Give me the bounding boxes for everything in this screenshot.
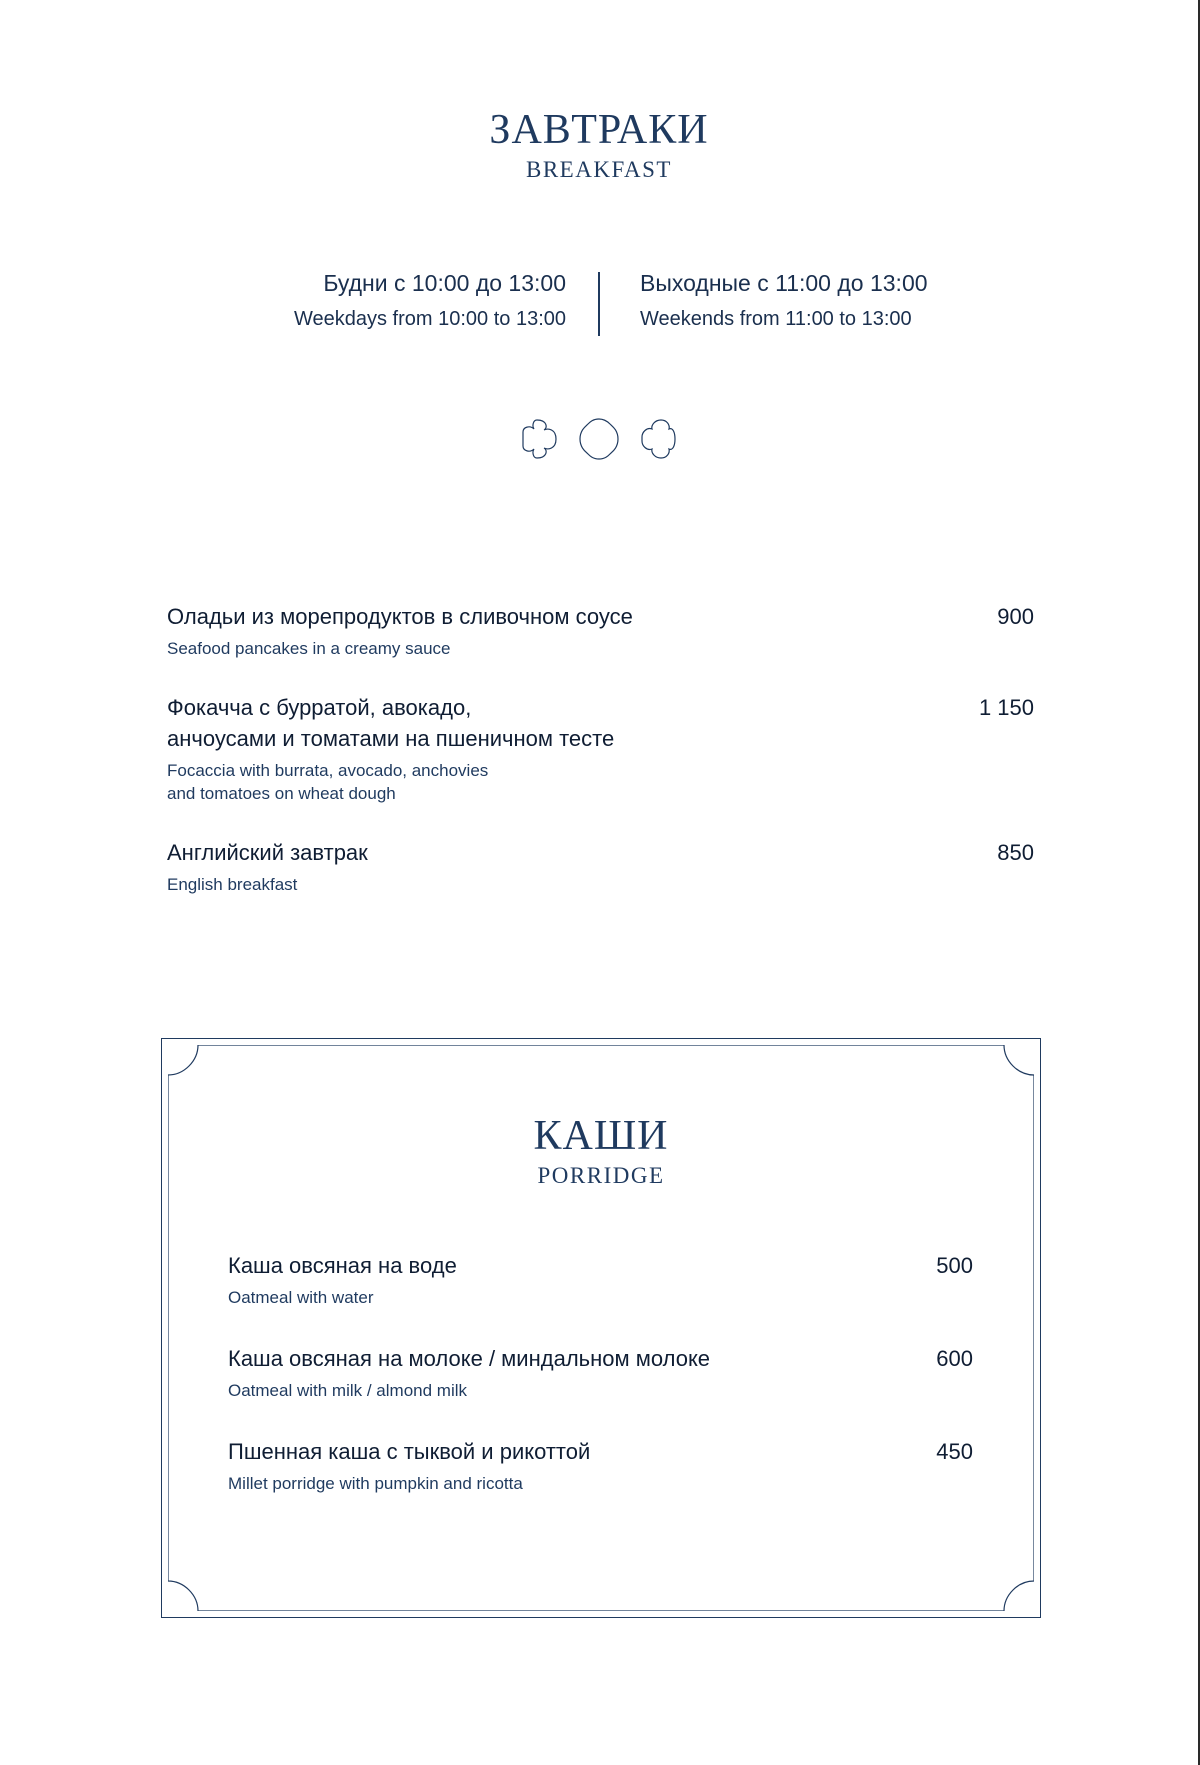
item-name-ru: Английский завтрак <box>167 840 368 865</box>
menu-item <box>228 1250 973 1309</box>
weekend-hours-ru: Выходные с 11:00 до 13:00 <box>640 270 928 296</box>
item-price: 600 <box>936 1346 973 1371</box>
menu-item <box>228 1436 973 1495</box>
breakfast-title: ЗАВТРАКИ <box>489 107 709 153</box>
item-name-en: Millet porridge with pumpkin and ricotta <box>228 1474 523 1493</box>
hours-divider <box>598 272 600 336</box>
weekend-hours <box>640 268 928 332</box>
item-price: 450 <box>936 1439 973 1464</box>
weekend-hours-en: Weekends from 11:00 to 13:00 <box>640 308 912 330</box>
breakfast-menu-list <box>167 601 1034 928</box>
item-name-en: Seafood pancakes in a creamy sauce <box>167 639 451 658</box>
quatrefoil-ornament-icon <box>523 420 556 458</box>
weekday-hours-ru: Будни с 10:00 до 13:00 <box>323 270 566 296</box>
trefoil-ornament-icon <box>642 420 675 458</box>
breakfast-subtitle: BREAKFAST <box>526 157 672 182</box>
item-price: 500 <box>936 1253 973 1278</box>
menu-item <box>228 1343 973 1402</box>
menu-item <box>167 692 1034 805</box>
item-name-ru: Фокачча с бурратой, авокадо, анчоусами и томатами на пшеничном тесте <box>167 695 615 751</box>
item-name-ru: Каша овсяная на воде <box>228 1253 457 1278</box>
ornament-divider <box>521 415 677 463</box>
item-name-en: Oatmeal with water <box>228 1288 374 1307</box>
porridge-menu-list <box>228 1250 973 1529</box>
item-name-en: English breakfast <box>167 875 298 894</box>
item-name-ru: Оладьи из морепродуктов в сливочном соусе <box>167 604 633 629</box>
item-name-ru: Пшенная каша с тыквой и рикоттой <box>228 1439 591 1464</box>
item-name-en: Oatmeal with milk / almond milk <box>228 1381 468 1400</box>
item-price: 1 150 <box>978 695 1034 720</box>
porridge-subtitle: PORRIDGE <box>537 1163 665 1188</box>
weekday-hours-en: Weekdays from 10:00 to 13:00 <box>293 308 566 330</box>
circle-ornament-icon <box>580 419 618 459</box>
weekday-hours <box>294 268 566 332</box>
menu-item <box>167 837 1034 896</box>
porridge-title: КАШИ <box>533 1113 669 1159</box>
item-price: 850 <box>997 840 1034 865</box>
item-price: 900 <box>997 604 1034 629</box>
menu-item <box>167 601 1034 660</box>
item-name-en: Focaccia with burrata, avocado, anchovies and tomatoes on wheat dough <box>167 761 489 803</box>
item-name-ru: Каша овсяная на молоке / миндальном молоке <box>228 1346 711 1371</box>
